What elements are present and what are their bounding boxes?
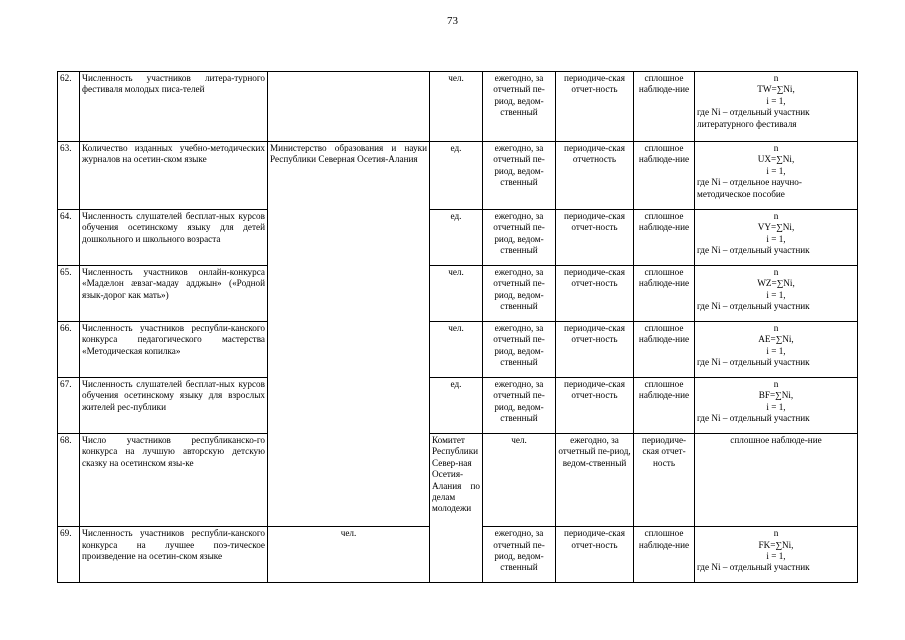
formula-index: i = 1, — [766, 289, 786, 300]
collection-method: сплошное наблюде-ние — [695, 434, 858, 527]
calculation-formula — [695, 266, 858, 322]
formula-expression: VY=∑Ni, — [757, 222, 795, 233]
formula-note: где Ni – отдельный участник — [697, 413, 810, 424]
collection-method: сплошное наблюде-ние — [634, 72, 695, 142]
table-row — [58, 72, 858, 142]
formula-index: i = 1, — [766, 401, 786, 412]
formula-note: где Ni – отдельный участник — [697, 357, 810, 368]
indicators-table — [57, 71, 858, 583]
unit-of-measure: ед. — [430, 378, 483, 434]
formula-expression: BF=∑Ni, — [758, 390, 794, 401]
periodicity: ежегодно, за отчетный пе-риод, ведом-ственный — [556, 434, 634, 527]
formula-note: где Ni – отдельный участник литературного фестиваля — [697, 107, 810, 129]
data-source: периодиче-ская отчет-ность — [556, 266, 634, 322]
table-row — [58, 266, 858, 322]
formula-note: где Ni – отдельное научно-методическое пособие — [697, 177, 802, 199]
indicator-name: Численность участников литера-турного фестиваля молодых писа-телей — [80, 72, 268, 142]
row-number: 63. — [58, 142, 80, 210]
formula-upper-limit: n — [773, 73, 779, 83]
data-source: периодиче-ская отчет-ность — [556, 322, 634, 378]
unit-of-measure: ед. — [430, 142, 483, 210]
row-number: 68. — [58, 434, 80, 527]
periodicity: ежегодно, за отчетный пе-риод, ведом-ственный — [483, 210, 556, 266]
formula-expression: FK=∑Ni, — [758, 539, 794, 550]
calculation-formula — [695, 378, 858, 434]
formula-expression: WZ=∑Ni, — [757, 278, 795, 289]
row-number: 66. — [58, 322, 80, 378]
periodicity: ежегодно, за отчетный пе-риод, ведом-ственный — [483, 72, 556, 142]
formula-note: где Ni – отдельный участник — [697, 245, 810, 256]
row-number: 69. — [58, 527, 80, 583]
indicator-name: Численность слушателей бесплат-ных курсов обучения осетинскому языку для детей дошкольного и школьного возраста — [80, 210, 268, 266]
formula-note: где Ni – отдельный участник — [697, 562, 810, 573]
formula-upper-limit: n — [773, 323, 779, 333]
collection-method: сплошное наблюде-ние — [634, 378, 695, 434]
data-source: периодиче-ская отчет-ность — [556, 210, 634, 266]
unit-of-measure: чел. — [430, 72, 483, 142]
collection-method: сплошное наблюде-ние — [634, 322, 695, 378]
collection-method: сплошное наблюде-ние — [634, 266, 695, 322]
collection-method: сплошное наблюде-ние — [634, 142, 695, 210]
table-row — [58, 142, 858, 210]
data-source: периодиче-ская отчет-ность — [556, 527, 634, 583]
periodicity: ежегодно, за отчетный пе-риод, ведом-ственный — [483, 266, 556, 322]
formula-expression: TW=∑Ni, — [757, 84, 795, 95]
calculation-formula — [695, 210, 858, 266]
formula-upper-limit: n — [773, 143, 779, 153]
responsible-organization: Комитет Республики Север-ная Осетия-Алания по делам молодежи — [430, 434, 483, 583]
indicator-name: Численность участников онлайн-конкурса «Мадæлон æвзаг-мадау адджын» («Родной язык-дорог как мать») — [80, 266, 268, 322]
table-row — [58, 322, 858, 378]
table-row — [58, 434, 858, 527]
formula-expression: AE=∑Ni, — [758, 334, 794, 345]
formula-index: i = 1, — [766, 95, 786, 106]
row-number: 65. — [58, 266, 80, 322]
indicator-name: Число участников республиканско-го конкурса на лучшую авторскую детскую сказку на осетинском язы-ке — [80, 434, 268, 527]
indicator-name: Численность участников республи-канского конкурса на лучшее поэ-тическое произведение на осетин-ском языке — [80, 527, 268, 583]
responsible-organization: Министерство образования и науки Республики Северная Осетия-Алания — [268, 142, 430, 527]
calculation-formula — [695, 142, 858, 210]
formula-note: где Ni – отдельный участник — [697, 301, 810, 312]
page-number: 73 — [447, 15, 458, 27]
collection-method: сплошное наблюде-ние — [634, 527, 695, 583]
unit-of-measure: чел. — [430, 266, 483, 322]
row-number: 62. — [58, 72, 80, 142]
formula-index: i = 1, — [766, 233, 786, 244]
row-number: 67. — [58, 378, 80, 434]
unit-of-measure: чел. — [268, 527, 430, 583]
formula-index: i = 1, — [766, 551, 786, 562]
formula-index: i = 1, — [766, 345, 786, 356]
data-source: периодиче-ская отчет-ность — [634, 434, 695, 527]
calculation-formula — [695, 527, 858, 583]
formula-upper-limit: n — [773, 211, 779, 221]
calculation-formula — [695, 72, 858, 142]
row-number: 64. — [58, 210, 80, 266]
collection-method: сплошное наблюде-ние — [634, 210, 695, 266]
data-source: периодиче-ская отчет-ность — [556, 378, 634, 434]
unit-of-measure: чел. — [430, 322, 483, 378]
periodicity: ежегодно, за отчетный пе-риод, ведом-ственный — [483, 142, 556, 210]
responsible-organization-empty — [268, 72, 430, 142]
unit-of-measure: ед. — [430, 210, 483, 266]
periodicity: ежегодно, за отчетный пе-риод, ведом-ственный — [483, 322, 556, 378]
formula-index: i = 1, — [766, 165, 786, 176]
indicator-name: Численность слушателей бесплат-ных курсов обучения осетинскому языку для взрослых жителей рес-публики — [80, 378, 268, 434]
data-source: периодиче-ская отчетность — [556, 142, 634, 210]
unit-of-measure: чел. — [483, 434, 556, 527]
data-source: периодиче-ская отчет-ность — [556, 72, 634, 142]
indicator-name: Численность участников республи-канского конкурса педагогического мастерства «Методическая копилка» — [80, 322, 268, 378]
table-row — [58, 378, 858, 434]
formula-upper-limit: n — [773, 528, 779, 539]
periodicity: ежегодно, за отчетный пе-риод, ведом-ственный — [483, 378, 556, 434]
indicator-name: Количество изданных учебно-методических журналов на осетин-ском языке — [80, 142, 268, 210]
calculation-formula — [695, 322, 858, 378]
formula-upper-limit: n — [773, 379, 779, 389]
periodicity: ежегодно, за отчетный пе-риод, ведом-ственный — [483, 527, 556, 583]
table-row — [58, 210, 858, 266]
formula-expression: UX=∑Ni, — [757, 154, 795, 165]
formula-upper-limit: n — [773, 267, 779, 277]
